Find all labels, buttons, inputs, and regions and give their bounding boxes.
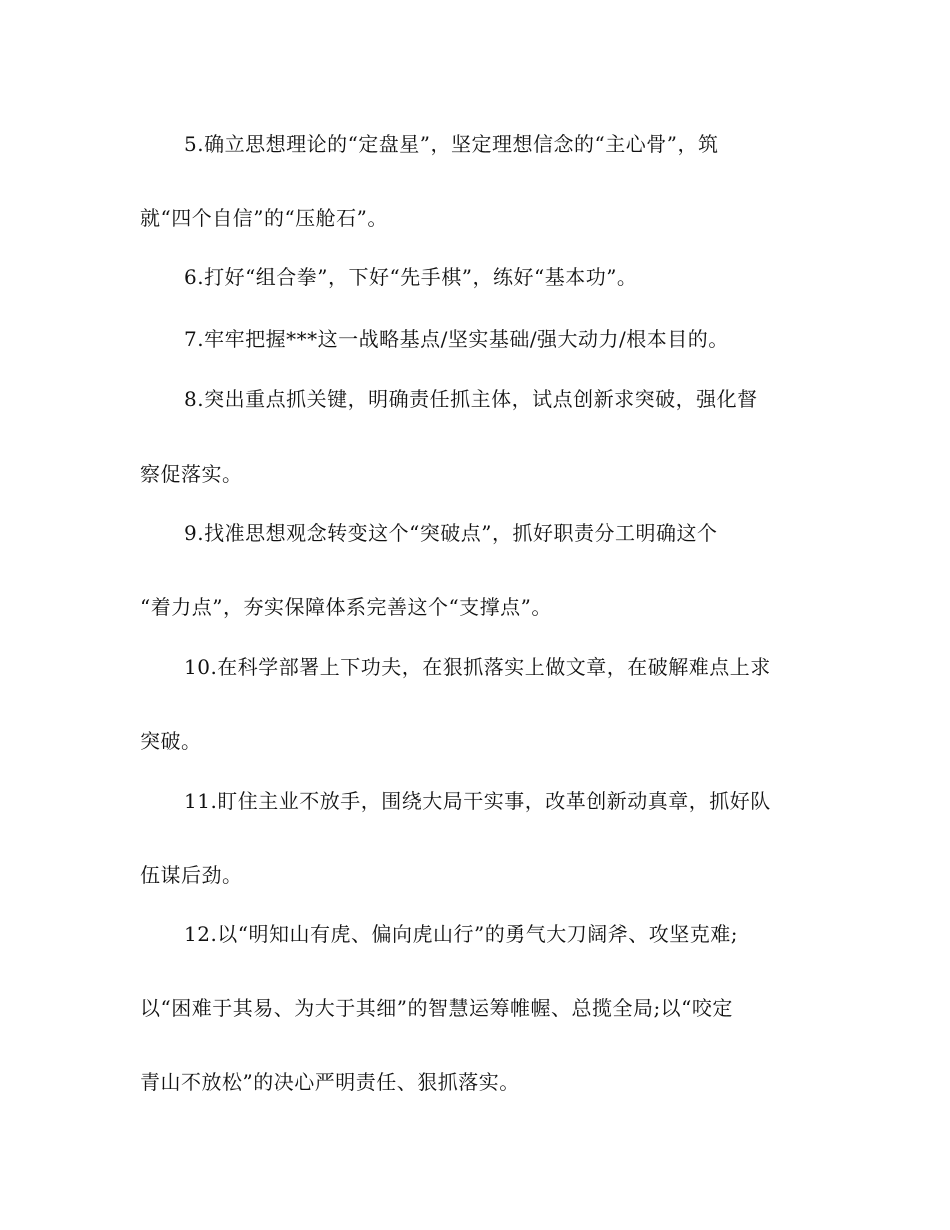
paragraph-11-line-2: 伍谋后劲。 — [140, 863, 243, 887]
paragraph-8-line-2: 察促落实。 — [140, 462, 243, 486]
paragraph-12-line-2: 以“困难于其易、为大于其细”的智慧运筹帷幄、总揽全局;以“咬定 — [140, 996, 733, 1020]
paragraph-12-line-3: 青山不放松”的决心严明责任、狠抓落实。 — [140, 1070, 520, 1094]
paragraph-8-line-1: 8.突出重点抓关键，明确责任抓主体，试点创新求突破，强化督 — [184, 387, 758, 411]
paragraph-5-line-2: 就“四个自信”的“压舱石”。 — [140, 206, 388, 230]
paragraph-12-line-1: 12.以“明知山有虎、偏向虎山行”的勇气大刀阔斧、攻坚克难; — [184, 922, 738, 946]
paragraph-11-line-1: 11.盯住主业不放手，围绕大局干实事，改革创新动真章，抓好队 — [184, 789, 771, 813]
paragraph-7-line-1: 7.牢牢把握***这一战略基点/坚实基础/强大动力/根本目的。 — [184, 327, 729, 351]
paragraph-9-line-2: “着力点”，夯实保障体系完善这个“支撑点”。 — [140, 595, 552, 619]
paragraph-9-line-1: 9.找准思想观念转变这个“突破点”，抓好职责分工明确这个 — [184, 521, 718, 545]
paragraph-10-line-1: 10.在科学部署上下功夫，在狠抓落实上做文章，在破解难点上求 — [184, 655, 771, 679]
paragraph-10-line-2: 突破。 — [140, 729, 202, 753]
paragraph-6-line-1: 6.打好“组合拳”，下好“先手棋”，练好“基本功”。 — [184, 265, 638, 289]
paragraph-5-line-1: 5.确立思想理论的“定盘星”，坚定理想信念的“主心骨”，筑 — [184, 132, 719, 156]
